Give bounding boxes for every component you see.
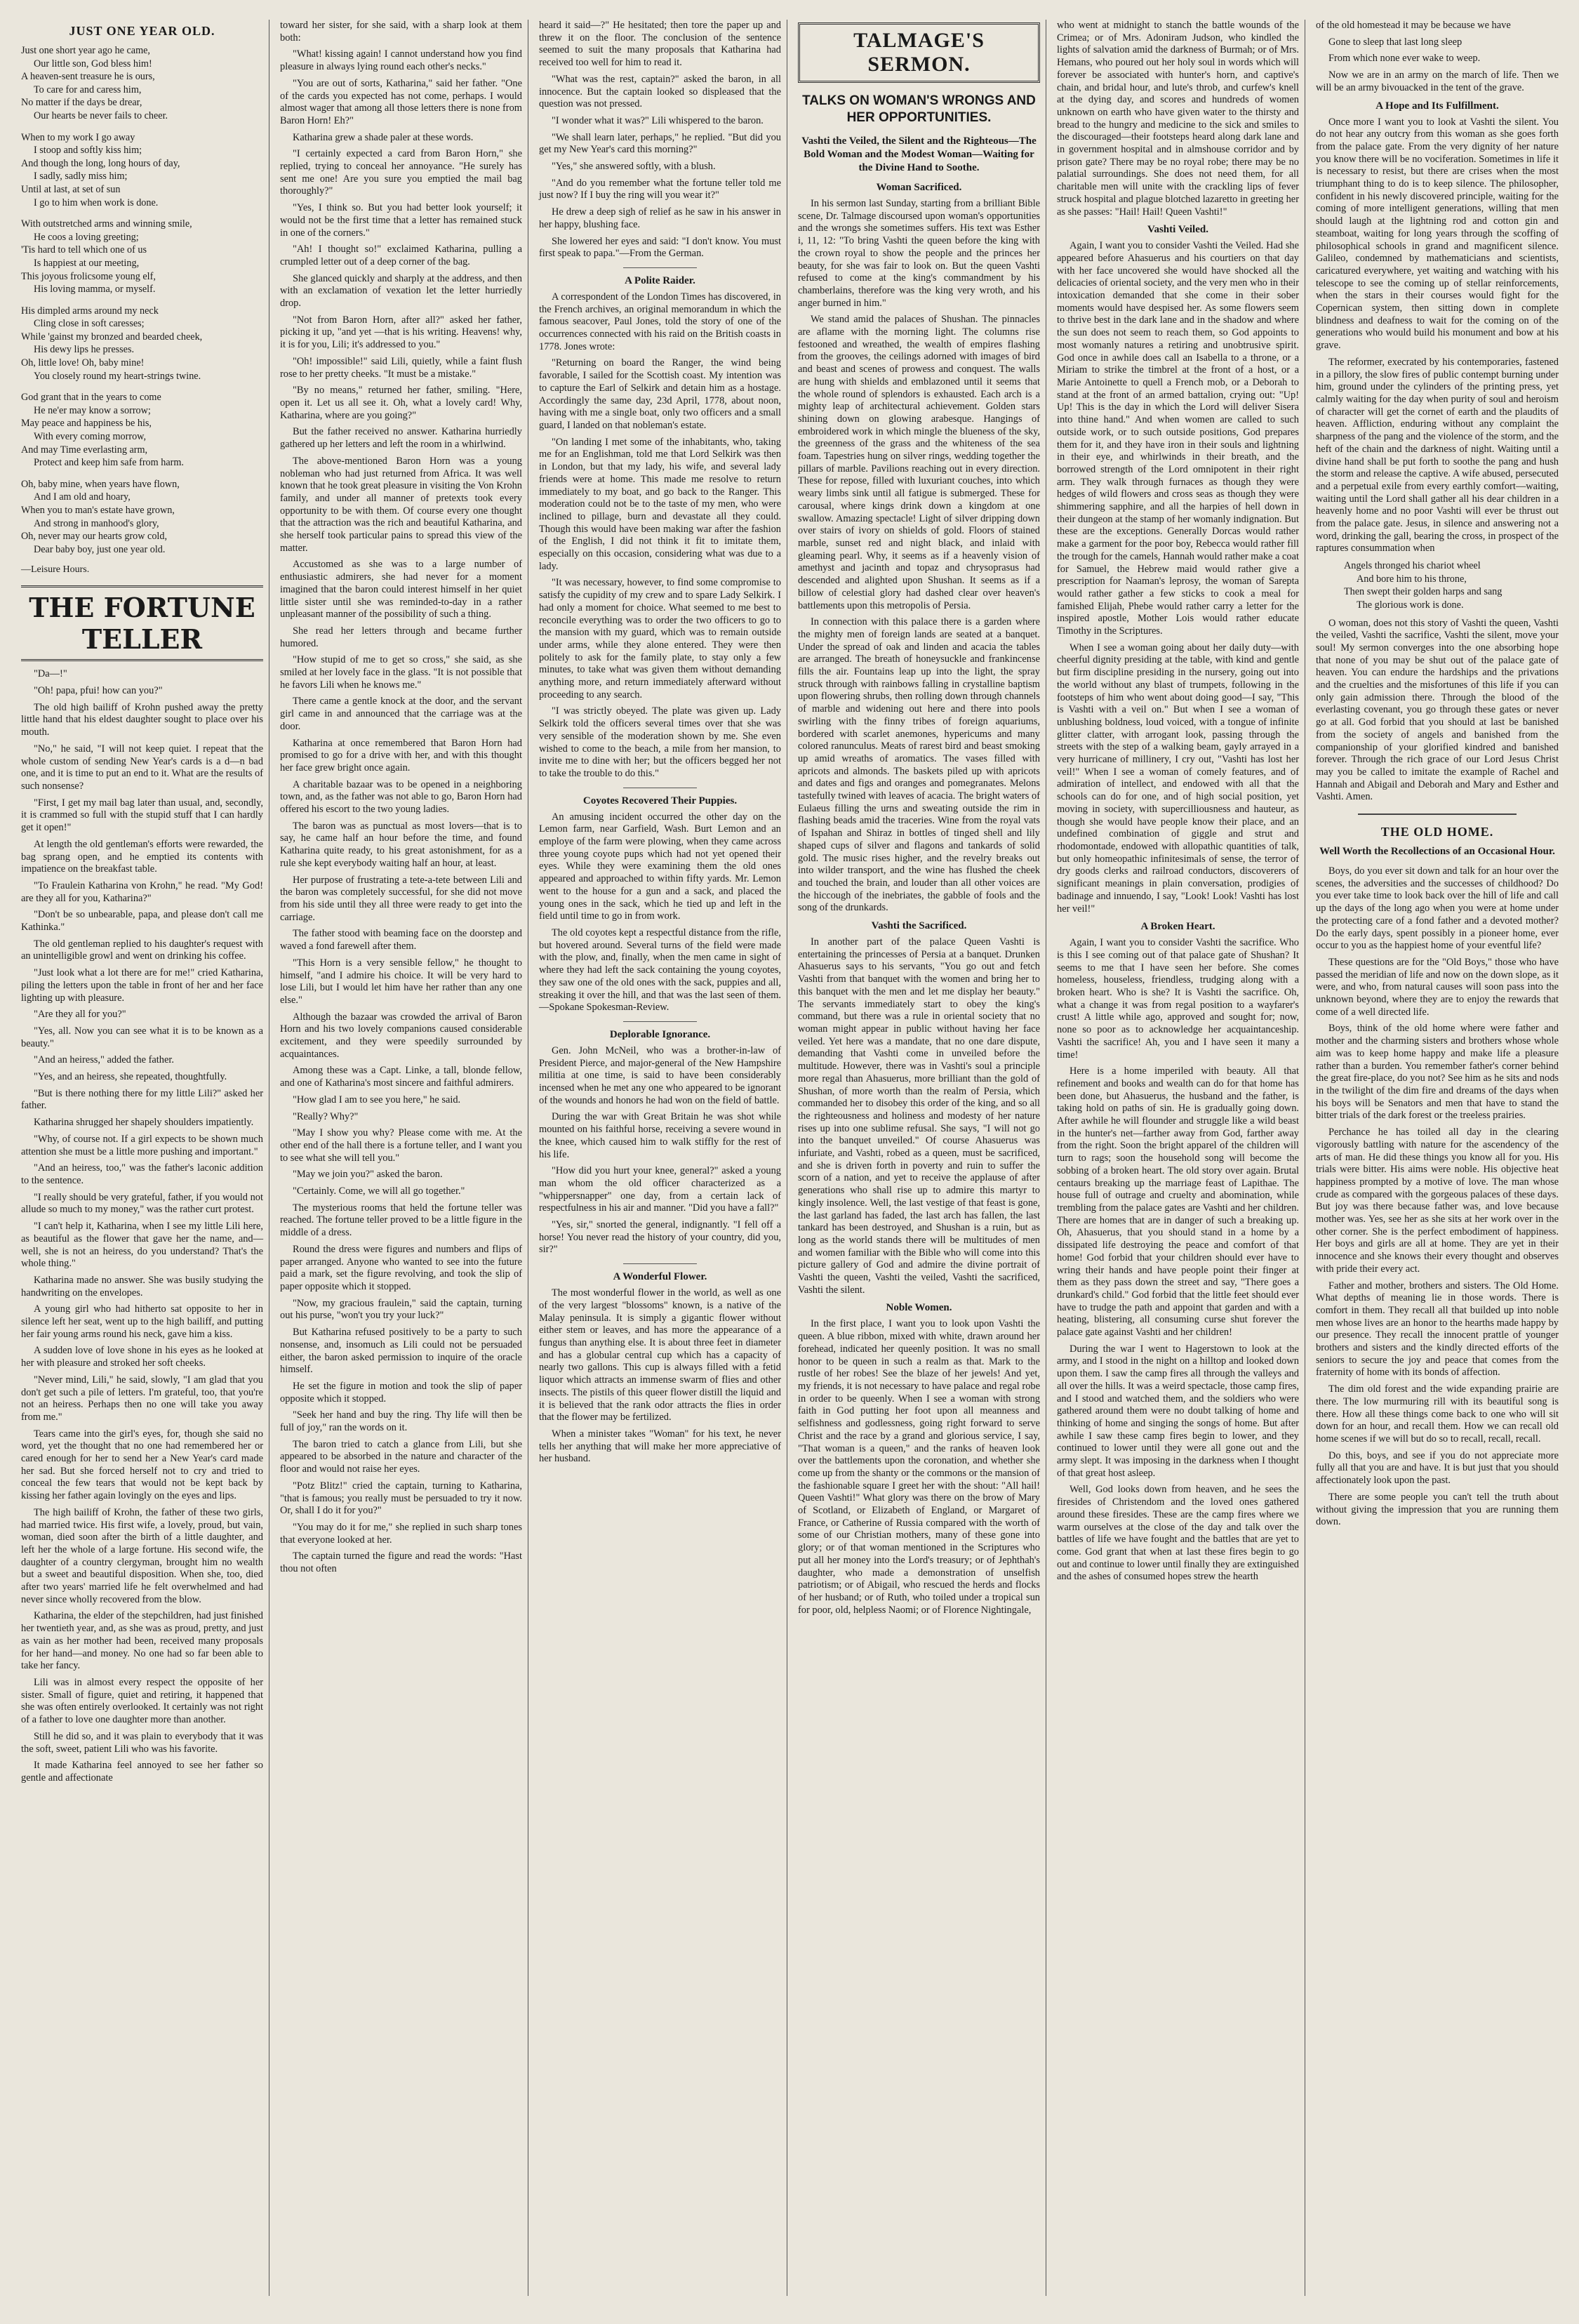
paragraph: Katharina made no answer. She was busily studying the handwriting on the envelopes. [21, 1274, 263, 1299]
paragraph: Once more I want you to look at Vashti the silent. You do not hear any outcry from this woman as she goes forth from the palace gate. From the very dignity of her nature you know there will be no vociferation. Sometimes in life it is necessary to resist, but there are crises when the most triumphant thing to do is to keep silence. The philosopher, confident in his newly discovered principle, waiting for the coming of more intelligent generations, willing that men should laugh at the lightning rod and cotton gin and steamboat, waiting for long years through the scoffing of philosophical schools in grand and magnificent silence. Galileo, condemned by mathematicians and scientists, caricatured everywhere, yet waiting and watching with his telescope to see the coming up of stellar reinforcements, when the stars in their courses would fight for the Copernican system, then sitting down in complete blindness and deafness to wait for the coming on of the generations who would build his monument and bow at his grave. [1316, 116, 1559, 352]
paragraph: In his sermon last Sunday, starting from a brilliant Bible scene, Dr. Talmage discoursed upon woman's opportunities and the wrongs she sometimes suffers. His text was Esther i, 11, 12: "To bring Vashti the queen before the king with the crown royal to show the people and the princes her beauty, for she was fair to look on. But the queen Vashti refused to come at the king's commandment by his chamberlains, therefore was the king very wroth, and his anger burned in him." [798, 198, 1040, 309]
poem-stanza [21, 391, 263, 470]
paragraph: When I see a woman going about her daily duty—with cheerful dignity presiding at the table, with kind and gentle but firm discipline presiding in the nursery, going out into the world without any blast of trumpets, following in the footsteps of him who went about doing good—I say, "This is Vashti with a veil on." But when I see a woman of unblushing boldness, loud voiced, with a tongue of infinite glitter clatter, with arrogant look, passing through the streets with the step of a walking beam, gayly arrayed in a very hurricane of millinery, I cry out, "Vashti has lost her veil!" When I see a woman of comely features, and of admiration of intellect, and endowed with all that the schools can do for one, and of high social position, yet moving in society, with supercilliousness and hauteur, as though she would have people know their place, and an undefined combination of giggle and strut and rhodomontade, endowed with allopathic quantities of talk, but only homeopathic infinitesimals of sense, the terror of dry goods clerks and railroad conductors, discoverers of significant meanings in plain conversation, prodigies of badinage and innuendo, I say, "Look! Look! Vashti has lost her veil!" [1057, 642, 1299, 915]
paragraph: He set the figure in motion and took the slip of paper opposite which it stopped. [280, 1380, 522, 1405]
column-2 [274, 20, 528, 2296]
paragraph: Do this, boys, and see if you do not appreciate more fully all that you are and have. It is but just that you should affectionately look upon the past. [1316, 1449, 1559, 1487]
poem-line: Until at last, at set of sun [21, 183, 121, 195]
paragraph: The dim old forest and the wide expanding prairie are there. The low murmuring rill with its beautiful song is there. How all these things come back to one who will sit down for an hour, and recall them. How we can recall old home scenes if we will but do so to recall, recall, recall. [1316, 1383, 1559, 1445]
paragraph: Boys, do you ever sit down and talk for an hour over the scenes, the adversities and the successes of childhood? Do you ever take time to look back over the hill of life and call up the days of the long ago when you were at home under the protecting care of a fond father and a devoted mother? Do the early days, spent possibly in a pioneer home, ever occur to you as the happiest home of your eventful life? [1316, 865, 1559, 952]
divider [1358, 814, 1517, 815]
section-body [798, 1318, 1040, 1616]
sermon-continued [1316, 20, 1559, 95]
paragraph: "What was the rest, captain?" asked the baron, in all innocence. But the captain looked so displeased that the question was not pressed. [539, 73, 781, 110]
paragraph: Katharina at once remembered that Baron Horn had promised to go for a drive with her, and with this thought her face grew bright once again. [280, 737, 522, 773]
paragraph: In another part of the palace Queen Vashti is entertaining the princesses of Persia at a banquet. Drunken Ahasuerus says to his servants, "You go out and fetch Vashti from that banquet with the women and bring her to this banquet with the men and let me display her beauty." The servants immediately start to obey the king's command, but there was a rule in oriental society that no woman might appear in public without having her face veiled. Yet here was a mandate, that no one dare dispute, demanding that Vashti come in unveiled before the multitude. However, there was in Vashti's soul a principle more regal than Ahasuerus, more brilliant than the gold of Shushan, of more worth than the realm of Persia, which commanded her to disobey this order of the king, and so all the righteousness and holiness and modesty of her nature rises up into one sublime refusal. She says, "I will not go into the banquet unveiled." Of course Ahasuerus was infuriate, and Vashti, robed as a queen, must be sacrificed, and she is driven forth in poverty and ruin to suffer the scorn of a nation, and yet to receive the applause of after generations who shall rise up to admire this martyr to kingly insolence. Well, the last vestige of that feast is gone, the last garland has faded, the last arch has fallen, the last tankard has been destroyed, and Shushan is a ruin, but as long as the world stands there will be multitudes of men and women familiar with the Bible who will come into this picture gallery of God and admire the divine portrait of Vashti the queen, Vashti the veiled, Vashti the sacrificed, Vashti the silent. [798, 936, 1040, 1296]
story-body [21, 668, 263, 1784]
paragraph: The old high bailiff of Krohn pushed away the pretty little hand that his eldest daughter sought to place over his mouth. [21, 701, 263, 738]
poem-line: And I am old and hoary, [34, 491, 131, 503]
section-title: A Broken Heart. [1140, 921, 1215, 933]
poem-line: His loving mamma, or myself. [34, 284, 156, 296]
paragraph: The old coyotes kept a respectful distance from the rifle, but hovered around. Several turns of the field were made with the plow, and, finally, when the men came in sight of where they had left the sack containing the young coyotes, they saw one of the old ones with the sack, puppies and all, streaking it over the hill, and that was the last seen of them.—Spokane Spokesman-Review. [539, 927, 781, 1014]
paragraph: "How glad I am to see you here," he said. [293, 1094, 461, 1105]
paragraph: Perchance he has toiled all day in the clearing vigorously battling with nature for the ascendency of the arts of man. He did these things you know all for you. His trials were bitter. His aims were noble. His objective heat happiness prompted by a motive of love. The man whose crude as compared with the gorgeous palaces of these days. But joy was there because father was, and love because mother was. Yes, see her as she sits at her work over in the other corner. She is the perfect embodiment of happiness. Her boys and girls are all at home. They are yet in their innocence and she knows their every thought and observes with pride their every act. [1316, 1127, 1559, 1275]
poem-line: Oh, baby mine, when years have flown, [21, 478, 180, 490]
paragraph: Round the dress were figures and numbers and flips of paper arranged. Anyone who wanted to see into the future paid a mark, set the figure revolving, and took the slip of paper opposite which it stopped. [280, 1243, 522, 1292]
paragraph: "How did you hurt your knee, general?" asked a young man whom the old officer characterized as a "whippersnapper" one day, from a certain lack of respectfulness in his air and manner. "Did you have a fall?" [539, 1165, 781, 1214]
ignorance-body [539, 1045, 781, 1256]
paragraph: Gen. John McNeil, who was a brother-in-law of President Pierce, and major-general of the New Hampshire militia at one time, is said to have been considerably incensed when he met any one who appeared to be ignorant of the wounds and honors he had won on the field of battle. [539, 1044, 781, 1106]
poem-line: God grant that in the years to come [21, 392, 161, 404]
raider-title: A Polite Raider. [625, 274, 695, 286]
paragraph: "On landing I met some of the inhabitants, who, taking me for an Englishman, told me that Lord Selkirk was then in London, but that my lady, his wife, and several lady friends were at home. This made me resolve to return immediately to my boat, and go back to the Ranger. This moderation could not be to the taste of my men, who were inclined to pillage, burn and devastate all they could. Though this would have been making war after the fashion of the English, I did not think it fit to imitate them, especially on this occasion, considering what was due to a lady. [539, 436, 781, 572]
home-body [1316, 865, 1559, 1529]
paragraph: "By no means," returned her father, smiling. "Here, open it. Let us all see it. Oh, what a lovely card! Why, Katharina, where are you going?" [280, 385, 522, 421]
paragraph: Boys, think of the old home where were father and mother and the charming sisters and brothers whose whole aim was to keep home happy and make life a pleasure rather than a burden. You remember father's corner behind the great fire-place, do you not? See him as he sits and nods in the twilight of the dim fire and dreams of the days when his boys will be Senators and men that have to stand the bitter trials of the dark forest or the treeless prairies. [1316, 1023, 1559, 1122]
verse-line: The glorious work is done. [1357, 599, 1464, 611]
flower-title: A Wonderful Flower. [613, 1271, 707, 1283]
paragraph: A charitable bazaar was to be opened in a neighboring town, and, as the father was not able to go, Baron Horn had offered his escort to the two young ladies. [280, 778, 522, 816]
column-1 [15, 20, 269, 2296]
divider [623, 1263, 697, 1264]
paragraph: A correspondent of the London Times has discovered, in the French archives, an original memorandum in which the famous seacover, Paul Jones, told the story of one of the occurrences connected with his raid on the British coasts in 1778. Jones wrote: [539, 291, 781, 352]
paragraph: "Certainly. Come, we will all go together." [293, 1186, 465, 1197]
section-title: Noble Women. [886, 1302, 952, 1314]
paragraph: "Why, of course not. If a girl expects to be shown much attention she must be a little more pushing and important." [21, 1133, 263, 1157]
paragraph: Tears came into the girl's eyes, for, though she said no word, yet the thought that no one had remembered her or cared enough for her to send her a New Year's card made her sad. But she forced herself not to cry and tried to conceal the few tears that would not be kept back by kissing her father again lovingly on the eyes and lips. [21, 1428, 263, 1502]
paragraph: She read her letters through and became further humored. [280, 625, 522, 649]
poem-credit: —Leisure Hours. [21, 564, 90, 576]
paragraph: "Don't be so unbearable, papa, and please don't call me Kathinka." [21, 909, 263, 934]
story-title: THE FORTUNE TELLER [21, 585, 263, 661]
poem-title: JUST ONE YEAR OLD. [69, 24, 215, 38]
poem-line: Oh, little love! Oh, baby mine! [21, 357, 145, 369]
paragraph: But Katharina refused positively to be a party to such nonsense, and, insomuch as Lili could not be persuaded either, the baron asked permission to inquire of the oracle himself. [280, 1327, 522, 1376]
paragraph: Although the bazaar was crowded the arrival of Baron Horn and his two lovely companions caused considerable excitement, and they were speedily surrounded by acquaintances. [280, 1011, 522, 1060]
paragraph: "And an heiress," added the father. [34, 1054, 174, 1066]
verse-line: Angels thronged his chariot wheel [1344, 560, 1481, 572]
paragraph: O woman, does not this story of Vashti the queen, Vashti the veiled, Vashti the sacrifice, Vashti the silent, move your soul! My sermon converges into the one absorbing hope that none of you may be shut out of the palace gate of heaven. You can endure the hardships and the privations and the cruelties and the misfortunes of this life if you can only gain admission there. Through the blood of the everlasting covenant, you go through these gates or never go at all. God forbid that you should at last be banished from the society of angels and banished from the companionship of your glorified kindred and banished forever. Through the rich grace of our Lord Jesus Christ may you be called to imitate the example of Rachel and Hannah and Abigail and Deborah and Mary and Esther and Vashti. Amen. [1316, 617, 1559, 803]
paragraph: "It was necessary, however, to find some compromise to satisfy the cupidity of my crew and to spare Lady Selkirk. I had only a moment for choice. What seemed to me best to reconcile everything was to order the two officers to go to the mansion with my guard, which was to remain outside under arms, while they alone entered. They were then politely to ask for the family plate, to stay only a few minutes, to take what was given them without demanding anything more, and return immediately afterward without proceeding to any search. [539, 577, 781, 700]
poem-line: Just one short year ago he came, [21, 45, 150, 56]
verse [1316, 559, 1559, 611]
paragraph: The captain turned the figure and read the words: "Hast thou not often [280, 1551, 522, 1575]
paragraph: She glanced quickly and sharply at the address, and then with an exclamation of vexation let the letter hurriedly drop. [280, 272, 522, 310]
paragraph: Again, I want you to consider Vashti the sacrifice. Who is this I see coming out of that palace gate of Shushan? It seems to me that I have seen her before. She comes homeless, houseless, friendless, trudging along with a broken heart. Who is she? It is Vashti the sacrifice. Oh, what a change it was from regal position to a wayfarer's crust! A little while ago, approved and sought for; now, none so poor as to acknowledge her acquaintanceship. Vashti the sacrifice! Ah, you and I have seen it many a time! [1057, 937, 1299, 1061]
paragraph: "You are out of sorts, Katharina," said her father. "One of the cards you expected has not come, perhaps. I would almost wager that among all those letters there is none from Baron Horn! Eh?" [280, 77, 522, 126]
poem-line: Oh, never may our hearts grow cold, [21, 531, 168, 543]
poem-line: I stoop and softly kiss him; [34, 145, 142, 157]
paragraph: toward her sister, for she said, with a sharp look at them both: [280, 20, 522, 44]
poem-line: To care for and caress him, [34, 84, 142, 95]
poem-line: Dear baby boy, just one year old. [34, 543, 166, 555]
section-title: Woman Sacrificed. [876, 182, 962, 193]
paragraph: Still he did so, and it was plain to everybody that it was the soft, sweet, patient Lili who was his favorite. [21, 1730, 263, 1755]
paragraph: "Are they all for you?" [34, 1009, 126, 1021]
poem-line: And strong in manhood's glory, [34, 517, 159, 529]
paragraph: "Never mind, Lili," he said, slowly, "I am glad that you don't get such a pile of letters. I'm grateful, too, that you're not an heiress. Perhaps then no one will take you away from me." [21, 1374, 263, 1423]
poem-line: Is happiest at our meeting, [34, 257, 140, 269]
paragraph: Her purpose of frustrating a tete-a-tete between Lili and the baron was completely successful, for she did not move from his side until they all three were ready to get into the carriage. [280, 874, 522, 923]
paragraph: "What! kissing again! I cannot understand how you find pleasure in always lying round each other's necks." [280, 48, 522, 73]
poem-line: His dewy lips he presses. [34, 344, 135, 356]
paragraph: "I certainly expected a card from Baron Horn," she replied, trying to conceal her annoyance. "He surely has sent me one! Are you sure you emptied the mail bag thoroughly?" [280, 148, 522, 197]
paragraph: "And an heiress, too," was the father's laconic addition to the sentence. [21, 1162, 263, 1186]
paragraph: "Oh! impossible!" said Lili, quietly, while a faint flush rose to her pretty cheeks. "It must be a mistake." [280, 355, 522, 380]
paragraph: "First, I get my mail bag later than usual, and, secondly, it is crammed so full with the stupid stuff that I can hardly get it open!" [21, 797, 263, 834]
paragraph: During the war I went to Hagerstown to look at the army, and I stood in the night on a hilltop and looked down upon them. I saw the camp fires all through the valleys and all over the hills. It was a weird spectacle, those camp fires, and I stood and watched them, and the soldiers who were gathered around them were no doubt talking of home and thinking of home and singing the songs of home. But after awhile I saw these camp fires begin to lower, and they continued to lower until they were all gone out and the army slept. It was imposing in the darkness when I thought of that great host asleep. [1057, 1343, 1299, 1479]
paragraph: The most wonderful flower in the world, as well as one of the very largest "blossoms" known, is a native of the Malay peninsula. It is simply a gigantic flower without either stem or leaves, and has more the appearance of a fungus than anything else. It is about three feet in diameter and has a globular central cup which has a capacity of nearly two gallons. This cup is always filled with a fetid liquor which attracts an immense swarm of flies and other insects. The pistils of this queer flower distill the liquid and it is believed that the rank odor attracts the flies in order that the flower may be fertilized. [539, 1287, 781, 1423]
paragraph: Father and mother, brothers and sisters. The Old Home. What depths of meaning lie in those words. There is comfort in them. They recall all that builded up into noble men whose lives are an honor to the hearths made happy by our presence. They recall the innocent prattle of younger brothers and sisters and the kindly directed efforts of the seniors to secure the joy and peace that comes from the fraternity of home with its bonds of affection. [1316, 1280, 1559, 1379]
sermon-subdeck: Vashti the Veiled, the Silent and the Righteous—The Bold Woman and the Modest Woman—Waiting for the Divine Hand to Soothe. [801, 135, 1037, 173]
paragraph: "Now, my gracious fraulein," said the captain, turning out his purse, "won't you try your luck?" [280, 1297, 522, 1322]
paragraph: From which none ever wake to weep. [1328, 53, 1481, 65]
section-body [798, 198, 1040, 915]
paragraph: The above-mentioned Baron Horn was a young nobleman who had just returned from Africa. It was well known that he took great pleasure in visiting the Von Krohn family, and under all manner of pretexts took every opportunity to be with them. Of course every one thought that the attraction was the rich and beautiful Katharina, and she herself took particular pains to spread this view of the matter. [280, 455, 522, 554]
paragraph: "May we join you?" asked the baron. [293, 1169, 443, 1181]
section-title: Vashti the Sacrificed. [871, 920, 967, 932]
coyotes-body [539, 811, 781, 1014]
ignorance-title: Deplorable Ignorance. [609, 1028, 711, 1040]
poem-line: And may Time everlasting arm, [21, 444, 148, 456]
story-body-continued [280, 20, 522, 1576]
paragraph: Now we are in an army on the march of life. Then we will be an army bivouacked in the tent of the grave. [1316, 69, 1559, 93]
poem-line: 'Tis hard to tell which one of us [21, 244, 147, 256]
paragraph: In connection with this palace there is a garden where the mighty men of foreign lands are seated at a banquet. Under the spread of oak and linden and acacia the tables are arranged. The breath of honeysuckle and frankincense fills the air. Fountains leap up into the light, the spray struck through with rainbows falling in crystalline baptism upon flowering shrubs, then rolling down through channels of marble and widening out here and there into pools swirling with the finny tribes of foreign aquariums, bordered with scarlet anemones, hypericums and many colored ranunculus. Meats of rarest bird and beast smoking up amid wreaths of aromatics. The vases filled with apricots and almonds. The baskets piled up with apricots and dates and figs and oranges and pomegranates. Melons tastefully twined with leaves of acacia. The bright waters of Eulaeus filling the urns and sweating outside the rim in flashing beads amid the traceries. Wine from the royal vats of Ispahan and Shiraz in bottles of tinged shell and lily shaped cups of silver and flagons and tankards of solid gold. The music rises higher, and the revelry breaks out into wilder transport, and the wine has flushed the cheek and touched the brain, and louder than all other voices are the hiccough of the inebriates, the gabble of fools and the song of the drunkards. [798, 616, 1040, 914]
paragraph: Katharina shrugged her shapely shoulders impatiently. [34, 1117, 254, 1129]
poem-stanza [21, 218, 263, 296]
section-body [798, 936, 1040, 1296]
poem-stanza [21, 305, 263, 383]
paragraph: The mysterious rooms that held the fortune teller was reached. The fortune teller proved to be a little figure in the middle of a dress. [280, 1202, 522, 1239]
poem-line: He coos a loving greeting; [34, 231, 139, 243]
paragraph: "May I show you why? Please come with me. At the other end of the hall there is a fortune teller, and I want you to see what she will tell you." [280, 1127, 522, 1164]
poem-stanza [21, 131, 263, 210]
paragraph: These questions are for the "Old Boys," those who have passed the meridian of life and now on the down slope, as it were, and who, from natural causes will soon pass into the unknown beyond, where they are to enjoy the rewards that come of a well directed life. [1316, 956, 1559, 1018]
paragraph: "Really? Why?" [293, 1110, 359, 1122]
paragraph: During the war with Great Britain he was shot while mounted on his faithful horse, receiving a severe wound in the knee, which caused him to walk stiffly for the rest of his life. [539, 1111, 781, 1160]
paragraph: Lili was in almost every respect the opposite of her sister. Small of figure, quiet and retiring, it happened that she was often entirely overlooked. It certainly was not right of a father to love one daughter more than another. [21, 1677, 263, 1726]
poem-stanza [21, 44, 263, 123]
paragraph: In the first place, I want you to look upon Vashti the queen. A blue ribbon, mixed with white, drawn around her forehead, indicated her queenly position. It was no small honor to be queen in such a realm as that. Mark to the rustle of her robes! See the blaze of her jewels! And yet, my friends, it is not necessary to have palace and regal robe in order to be queenly. When I see a woman with strong faith in God putting her foot upon all meanness and selfishness and godlessness, going right forward to serve Christ and the race by a grand and glorious service, I say, "That woman is a queen," and the ranks of heaven look over the battlements upon the coronation, and whether she come up from the shanty or the commons or the mansion of the fashionable square I greet her with the shout: "All hail! Queen Vashti!" What glory was there on the brow of Mary of Scotland, or Elizabeth of England, or Margaret of France, or Catherine of Russia compared with the worth of some of our Christian mothers, many of these gone into glory; or of that woman mentioned in the Scriptures who put all her money into the Lord's treasury; or of Jephthah's daughter, who made a demonstration of unselfish patriotism; or of Abigail, who rescued the herds and flocks of her husband; or of Ruth, who toiled under a tropical sun for poor, old, helpless Naomi; or of Florence Nightingale, [798, 1318, 1040, 1616]
paragraph: When a minister takes "Woman" for his text, he never tells her anything that will make her more appreciative of her husband. [539, 1428, 781, 1465]
section-body [1316, 618, 1559, 804]
poem-line: With every coming morrow, [34, 431, 147, 443]
paragraph: "Yes, all. Now you can see what it is to be known as a beauty." [21, 1025, 263, 1049]
paragraph: A young girl who had hitherto sat opposite to her in silence left her seat, went up to the high bailiff, and putting her fair young arms round his neck, gave him a kiss. [21, 1303, 263, 1340]
paragraph: "Just look what a lot there are for me!" cried Katharina, piling the letters upon the table in front of her and her face lighting up with pleasure. [21, 967, 263, 1004]
paragraph: "And do you remember what the fortune teller told me just now? If I buy the ring will you wear it?" [539, 177, 781, 201]
paragraph: who went at midnight to stanch the battle wounds of the Crimea; or of Mrs. Adoniram Judson, who kindled the lights of salvation amid the darkness of Burmah; or of Mrs. Hemans, who poured out her holy soul in words which will forever be associated with hunter's horn, and captive's chain, and bridal hour, and lute's throb, and curfew's knell at the dying day, and scores and hundreds of women unknown on earth who have given water to the thirsty and bread to the hungry and medicine to the sick and smiles to the discouraged—their footsteps heard along dark lane and in government hospital and in almshouse corridor and by prison gate? There may be no royal robe; there may be no palatial surroundings. She does not need them, for all charitable men will unite with the crackling lips of fever struck hospital and plague blotched lazaretto in greeting her as she passes: "Hail! Hail! Queen Vashti!" [1057, 20, 1299, 218]
paragraph: "I really should be very grateful, father, if you would not allude so much to my money," was the rather curt protest. [21, 1191, 263, 1216]
paragraph: There came a gentle knock at the door, and the servant girl came in and announced that the carriage was at the door. [280, 696, 522, 732]
poem-line: Our hearts be never fails to cheer. [34, 109, 168, 121]
paragraph: "Yes, sir," snorted the general, indignantly. "I fell off a horse! You never read the history of your country, did you, sir?" [539, 1219, 781, 1256]
poem-line: While 'gainst my bronzed and bearded cheek, [21, 331, 203, 343]
poem-line: I sadly, sadly miss him; [34, 171, 128, 182]
section-body [1057, 937, 1299, 1583]
paragraph: "To Fraulein Katharina von Krohn," he read. "My God! are they all for you, Katharina?" [21, 879, 263, 904]
paragraph: "Seek her hand and buy the ring. Thy life will then be full of joy," ran the words on it. [280, 1409, 522, 1434]
paragraph: She lowered her eyes and said: "I don't know. You must first speak to papa."—From the German. [539, 235, 781, 260]
paragraph: The baron was as punctual as most lovers—that is to say, he came half an hour before the time, and found Katharina quite ready, to his great astonishment, for as a rule she kept everybody waiting half an hour, at least. [280, 820, 522, 869]
sermon-title: TALMAGE'S SERMON. [798, 22, 1040, 83]
poem-line: With outstretched arms and winning smile, [21, 218, 192, 230]
paragraph: Again, I want you to consider Vashti the Veiled. Had she appeared before Ahasuerus and his courtiers on that day with her face uncovered she would have shocked all the delicacies of oriental society, and the very men who in their intoxication demanded that she come in their sober moments would have despised her. As some flowers seem to thrive best in the dark lane and in the shadow and where the sun does not seem to reach them, so God appoints to most womanly natures a retiring and unobtrusive spirit. God once in awhile does call an Isabella to a throne, or a Miriam to strike the timbrel at the front of a host, or a Marie Antoinette to quell a French mob, or a Deborah to stand at the front of an armed battalion, crying out: "Up! Up! This is the day in which the Lord will deliver Sisera into thine hand." And when women are called to such outside work, or to such outside positions, God prepares them for it, and they have iron in their souls and lightning in their eye, and whirlwinds in their breath, and the borrowed strength of the Lord omnipotent in their right arm. They walk through furnaces as though they were hedges of wild flowers and cross seas as though they were shimmering sapphire, and all the harpies of hell down in their dungeon at the stamp of her womanly indignation. But these are the exceptions. Generally Dorcas would rather make a garment for the poor boy, Rebecca would rather fill the trough for the camels, Hannah would rather make a coat for Samuel, the Hebrew maid would rather give a prescription for Naaman's leprosy, the woman of Sarepta would rather gather a few sticks to cook a meal for famished Elijah, Phebe would rather carry a letter for the inspired apostle, Mother Lois would rather educate Timothy in the Scriptures. [1057, 240, 1299, 637]
raider-body [539, 291, 781, 781]
paragraph: Katharina grew a shade paler at these words. [293, 131, 474, 143]
section-body [1316, 117, 1559, 556]
paragraph: of the old homestead it may be because we have [1316, 20, 1511, 31]
poem-line: When you to man's estate have grown, [21, 505, 175, 516]
paragraph: We stand amid the palaces of Shushan. The pinnacles are aflame with the morning light. The columns rise festooned and wreathed, the wealth of empires flashing from the grooves, the ceilings adorned with images of bird and beast and scenes of prowess and conquest. The walls are hung with shields and emblazoned until it seems that the whole round of splendors is exhausted. Each arch is a mighty leap of architectural achievement. Golden stars shining down on glowing arabesque. Hangings of embroidered work in which mingle the blueness of the sky, the greenness of the grass and the whiteness of the sea foam. Tapestries hung on silver rings, wedding together the pillars of marble. Pavilions reaching out in every direction. These for repose, filled with luxuriant couches, into which weary limbs sink until all fatigue is submerged. These for carousal, where kings drink down a kingdom at one swallow. Amazing spectacle! Light of silver dripping down over stairs of ivory on shields of gold. Floors of stained marble, sunset red and night black, and inlaid with gleaming pearl. Why, it seems as if a heavenly vision of amethyst and jacinth and topaz and chrysoprasus had descended and alighted upon Shushan. It seems as if a billow of celestial glory had dashed clear over heaven's battlements upon this metropolis of Persia. [798, 314, 1040, 611]
paragraph: "You may do it for me," she replied in such sharp tones that everyone looked at her. [280, 1521, 522, 1546]
paragraph: "We shall learn later, perhaps," he replied. "But did you get my New Year's card this morning?" [539, 131, 781, 156]
paragraph: Among these was a Capt. Linke, a tall, blonde fellow, and one of Katharina's most sincere and faithful admirers. [280, 1065, 522, 1089]
paragraph: heard it said—?" He hesitated; then tore the paper up and threw it on the floor. The conclusion of the sentence seemed to suit the many proposals that Katharina had received too well for him to read it. [539, 20, 781, 69]
paragraph: "How stupid of me to get so cross," she said, as she smiled at her lovely face in the glass. "It is not possible that he favors Lili when he knows me." [280, 654, 522, 691]
poem-line: May peace and happiness be his, [21, 418, 152, 430]
paragraph: "I can't help it, Katharina, when I see my little Lili here, as beautiful as the flower that gave her the name, and—well, she is not an heiress, do you understand? That's the whole thing." [21, 1221, 263, 1270]
paragraph: The high bailiff of Krohn, the father of these two girls, had married twice. His first wife, a lovely, proud, but vain, woman, died soon after the birth of a little daughter, and left her the whole of a large fortune. His second wife, the daughter of a country clergyman, brought him no wealth but a sweet and beautiful disposition. When she, too, died after two years' married life he felt overwhelmed and had never since wholly recovered from the blow. [21, 1506, 263, 1605]
story-conclusion [539, 20, 781, 260]
divider [623, 1021, 697, 1022]
poem-line: When to my work I go away [21, 131, 135, 143]
paragraph: "No," he said, "I will not keep quiet. I repeat that the whole custom of sending New Year's cards is a d—n bad one, and it is time to put an end to it. What are the results of such nonsense? [21, 743, 263, 792]
poem-line: Cling close in soft caresses; [34, 318, 145, 330]
poem-line: Our little son, God bless him! [34, 58, 152, 69]
paragraph: "But is there nothing there for my little Lili?" asked her father. [21, 1087, 263, 1112]
verse-line: And bore him to his throne, [1357, 573, 1467, 585]
paragraph: The baron tried to catch a glance from Lili, but she appeared to be absorbed in the nature and character of the floor and would not raise her eyes. [280, 1438, 522, 1475]
paragraph: "Yes," she answered softly, with a blush. [552, 161, 716, 173]
poem-line: You closely round my heart-strings twine. [34, 370, 201, 382]
paragraph: Well, God looks down from heaven, and he sees the firesides of Christendom and the loved ones gathered around these firesides. These are the camp fires where we warm ourselves at the close of the day and talk over the battles of life we have fought and the battles that are yet to come. God grant that when at last these fires begin to go out and continue to lower until finally they are extinguished and the ashes of consumed hopes strew the hearth [1057, 1484, 1299, 1583]
paragraph: "Not from Baron Horn, after all?" asked her father, picking it up, "and yet —that is his writing. Heavens! why, it is for you, Lili; it's addressed to you." [280, 314, 522, 351]
paragraph: The reformer, execrated by his contemporaries, fastened in a pillory, the slow fires of public contempt burning under him, ground under the cylinders of the printing press, yet calmly waiting for the day when purity of soul and heroism of character will get the cornet of earth and the plaudits of heaven. Affliction, enduring without any complaint the sharpness of the pang and the violence of the storm, and the heft of the chain and the darkness of night. Waiting until a divine hand shall be put forth to soothe the pang and hush the storm and release the captive. A wife abused, persecuted and a perpetual exile from every earthly comfort—waiting, waiting until the Lord shall gather all his dear children in a heavenly home and no poor Vashti will ever be thrust out from the palace gate. Jesus, in silence and answering not a word, drinking the gall, bearing the cross, in prospect of the raptures consummation when [1316, 356, 1559, 555]
poem-line: His dimpled arms around my neck [21, 305, 159, 317]
paragraph: "Oh! papa, pfui! how can you?" [34, 685, 163, 697]
paragraph: There are some people you can't tell the truth about without giving the impression that you are running them down. [1316, 1491, 1559, 1528]
paragraph: Gone to sleep that last long sleep [1328, 36, 1463, 48]
paragraph: The father stood with beaming face on the doorstep and waved a fond farewell after them. [280, 928, 522, 952]
paragraph: An amusing incident occurred the other day on the Lemon farm, near Garfield, Wash. Burt Lemon and an employe of the farm were plowing, when they came across three young coyote pups which had not yet opened their eyes. While they were examining them the old ones appeared and approached to within fifty yards. Mr. Lemon went to the house for a gun and a sack, and placed the young ones in the sack, which he tied up and left in the field until time to go in from work. [539, 811, 781, 922]
sermon-continued [1057, 20, 1299, 218]
paragraph: At length the old gentleman's efforts were rewarded, the bag sprang open, and he emptied its contents with impatience on the breakfast table. [21, 838, 263, 875]
flower-body [539, 1287, 781, 1466]
section-title: A Hope and Its Fulfillment. [1375, 100, 1499, 112]
column-4 [792, 20, 1046, 2296]
poem-line: And though the long, long hours of day, [21, 157, 180, 169]
paragraph: "This Horn is a very sensible fellow," he thought to himself, "and I admire his choice. It will be very hard to lose Lili, but I would let him have her rather than any one else." [280, 957, 522, 1006]
paragraph: He drew a deep sigh of relief as he saw in his answer in her happy, blushing face. [539, 206, 781, 230]
paragraph: The old gentleman replied to his daughter's request with an unintelligible growl and went on drinking his coffee. [21, 938, 263, 962]
section-body [1057, 240, 1299, 915]
paragraph: "Returning on board the Ranger, the wind being favorable, I sailed for the Scottish coast. My intention was to capture the Earl of Selkirk and detain him as a hostage. Accordingly the same day, 23d April, 1778, about noon, having with me a single boat, only two officers and a small guard, I landed on that nobleman's estate. [539, 357, 781, 431]
paragraph: A sudden love of love shone in his eyes as he looked at her with pleasure and stroked her soft cheeks. [21, 1345, 263, 1369]
paragraph: "Ah! I thought so!" exclaimed Katharina, pulling a crumpled letter out of a deep corner of the bag. [280, 244, 522, 267]
paragraph: Accustomed as she was to a large number of enthusiastic admirers, she had never for a moment imagined that the baron could interest himself in her quiet little sister until she was reminded-to-day in a rather unpleasant manner of the possibility of such a thing. [280, 559, 522, 620]
poem-line: Protect and keep him safe from harm. [34, 457, 184, 469]
paragraph: "Da—!" [34, 668, 67, 680]
column-6 [1310, 20, 1564, 2296]
paragraph: "Yes, and an heiress, she repeated, thoughtfully. [34, 1071, 227, 1083]
paragraph: "I wonder what it was?" Lili whispered to the baron. [552, 114, 764, 126]
poem-line: No matter if the days be drear, [21, 97, 142, 109]
coyotes-title: Coyotes Recovered Their Puppies. [582, 795, 738, 806]
paragraph: It made Katharina feel annoyed to see her father so gentle and affectionate [21, 1760, 263, 1784]
column-3 [533, 20, 787, 2296]
divider [623, 267, 697, 268]
sermon-deck: TALKS ON WOMAN'S WRONGS AND HER OPPORTUNITIES. [802, 93, 1036, 125]
poem-line: This joyous frolicsome young elf, [21, 270, 156, 282]
verse-line: Then swept their golden harps and sang [1344, 586, 1503, 598]
poem-line: A heaven-sent treasure he is ours, [21, 71, 155, 83]
poem-line: He ne'er may know a sorrow; [34, 404, 151, 416]
paragraph: "Potz Blitz!" cried the captain, turning to Katharina, "that is famous; you really must be persuaded to try it now. Or, shall I do it for you?" [280, 1480, 522, 1517]
paragraph: Here is a home imperiled with beauty. All that refinement and books and wealth can do for that home has been done, but Ahasuerus, the husband and the father, is taking hold on paths of sin. He is gradually going down. After awhile he will flounder and struggle like a wild beast in the hunter's net—farther away from God, farther away from the right. Soon the bright apparel of the children will turn to rags; soon the household song will become the sobbing of a broken heart. The old story over again. Brutal centaurs breaking up the marriage feast of Lapithae. The house full of outrage and cruelty and abomination, while trembling from the palace gates are Vashti and her children. There are homes that are in danger of such a breaking up. Oh, Ahasuerus, that you should stand in a home by a dissipated life destroying the peace and comfort of that home! God forbid that your children should ever have to wring their hands and have people point their finger at them as they pass down the street and say, "There goes a drunkard's child." God forbid that the little feet should ever have to trudge the path and appoint that garden and with a heating, blistering, all consuming curse shut forever the palace gate against Vashti and her children! [1057, 1065, 1299, 1339]
paragraph: "I was strictly obeyed. The plate was given up. Lady Selkirk told the officers several times over that she was very sensible of the moderation shown by me. She even wished to come to the beach, a mile from her mansion, to invite me to dine with her; but the officers begged her not to take the trouble to do this." [539, 705, 781, 779]
section-title: Vashti Veiled. [1147, 224, 1208, 236]
home-title: THE OLD HOME. [1380, 825, 1494, 839]
paragraph: Katharina, the elder of the stepchildren, had just finished her twentieth year, and, as she was as proud, pretty, and just as vain as her mother had been, received many proposals for her hand—and money. No one had so far been able to take her fancy. [21, 1610, 263, 1672]
poem-stanza [21, 478, 263, 557]
paragraph: "Yes, I think so. But you had better look yourself; it would not be the first time that a letter has remained stuck in one of the corners." [280, 202, 522, 239]
home-deck: Well Worth the Recollections of an Occasional Hour. [1319, 846, 1555, 858]
paragraph: But the father received no answer. Katharina hurriedly gathered up her letters and left the room in a whirlwind. [280, 426, 522, 451]
poem [21, 44, 263, 556]
poem-line: I go to him when work is done. [34, 197, 159, 208]
column-5 [1051, 20, 1305, 2296]
